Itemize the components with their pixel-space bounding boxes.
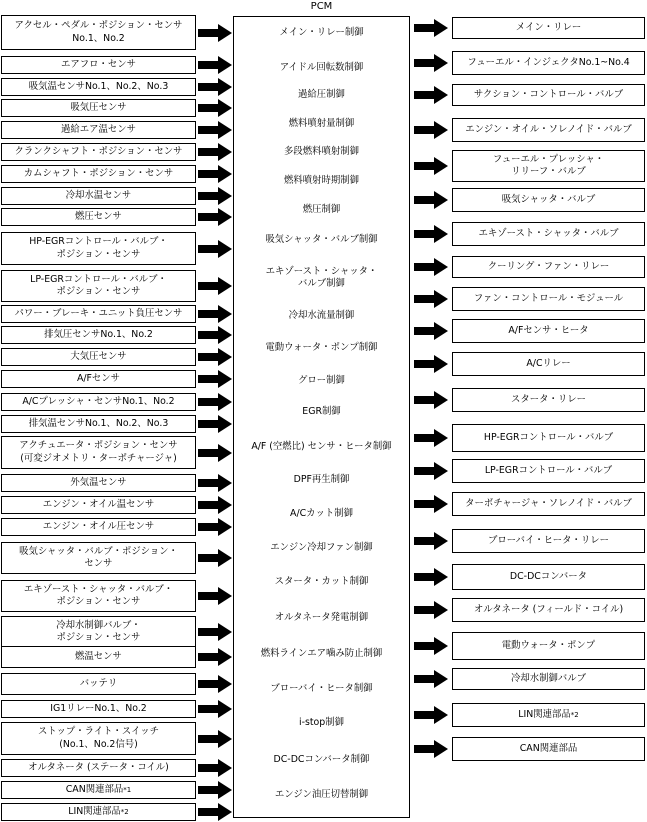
- input-sensor-26-label: バッテリ: [79, 677, 118, 689]
- input-sensor-18: [1, 436, 196, 469]
- input-sensor-19: [1, 474, 196, 492]
- input-sensor-24-label: 冷却水制御バルブ・ ポジション・センサ: [56, 619, 141, 643]
- input-sensor-20: [1, 496, 196, 514]
- output-arrow-21: [414, 706, 448, 724]
- output-actuator-18: [452, 598, 645, 622]
- input-arrow-18: [198, 444, 232, 462]
- pcm-title: PCM: [310, 1, 333, 12]
- input-arrow-5: [198, 121, 232, 139]
- pcm-function-21: ブローバイ・ヒータ制御: [270, 682, 373, 694]
- input-sensor-21: [1, 518, 196, 536]
- pcm-function-6: 燃料噴射時期制御: [283, 174, 359, 186]
- output-actuator-16: [452, 529, 645, 553]
- input-sensor-19-label: 外気温センサ: [70, 476, 127, 488]
- input-sensor-3-label: 吸気温センサNo.1、No.2、No.3: [28, 80, 169, 92]
- output-arrow-17: [414, 568, 448, 586]
- output-actuator-22-label: CAN関連部品: [519, 742, 578, 754]
- output-arrow-1: [414, 19, 448, 37]
- input-sensor-13-label: 排気圧センサNo.1、No.2: [44, 328, 153, 340]
- input-arrow-15: [198, 370, 232, 388]
- output-actuator-17-label: DC-DCコンバータ: [509, 570, 588, 582]
- input-arrow-1: [198, 24, 232, 42]
- input-arrow-31: [198, 803, 232, 821]
- output-actuator-3-label: サクション・コントロール・バルブ: [473, 88, 624, 100]
- input-arrow-30: [198, 781, 232, 799]
- output-actuator-10: [452, 319, 645, 343]
- input-sensor-31-label: LIN関連部品: [68, 805, 121, 817]
- pcm-function-11: 電動ウォータ・ポンプ制御: [265, 341, 378, 353]
- input-sensor-27-label: IG1リレーNo.1、No.2: [50, 702, 147, 714]
- input-arrow-22: [198, 549, 232, 567]
- output-actuator-11-label: A/Cリレー: [526, 357, 571, 369]
- input-arrow-23: [198, 587, 232, 605]
- output-arrow-3: [414, 86, 448, 104]
- output-arrow-8: [414, 258, 448, 276]
- output-actuator-6: [452, 188, 645, 212]
- output-arrow-22: [414, 740, 448, 758]
- output-actuator-14-label: LP-EGRコントロール・バルブ: [484, 464, 613, 476]
- input-arrow-13: [198, 326, 232, 344]
- output-actuator-3: [452, 84, 645, 106]
- output-actuator-17: [452, 564, 645, 590]
- input-sensor-24: [1, 616, 196, 648]
- pcm-function-15: DPF再生制御: [293, 473, 350, 485]
- input-arrow-29: [198, 759, 232, 777]
- input-arrow-25: [198, 648, 232, 666]
- pcm-function-19: オルタネータ発電制御: [274, 611, 369, 623]
- output-actuator-11: [452, 352, 645, 376]
- pcm-function-5: 多段燃料噴射制御: [283, 145, 359, 157]
- output-arrow-10: [414, 322, 448, 340]
- output-arrow-15: [414, 495, 448, 513]
- input-sensor-11: [1, 270, 196, 302]
- pcm-function-10: 冷却水流量制御: [288, 309, 355, 321]
- output-arrow-11: [414, 355, 448, 373]
- output-actuator-1: [452, 17, 645, 39]
- input-sensor-4-label: 吸気圧センサ: [70, 101, 127, 113]
- input-sensor-16-label: A/Cプレッシャ・センサNo.1、No.2: [22, 395, 175, 407]
- input-sensor-12-label: パワー・ブレーキ・ユニット負圧センサ: [14, 307, 183, 319]
- output-actuator-7-label: エキゾースト・シャッタ・バルブ: [478, 227, 619, 239]
- output-actuator-13-label: HP-EGRコントロール・バルブ: [483, 431, 614, 443]
- input-sensor-22-label: 吸気シャッタ・バルブ・ポジション・ センサ: [19, 545, 178, 569]
- output-arrow-2: [414, 54, 448, 72]
- output-actuator-4-label: エンジン・オイル・ソレノイド・バルブ: [465, 123, 632, 135]
- output-arrow-13: [414, 429, 448, 447]
- output-actuator-21: LIN関連部品 *2: [452, 703, 645, 727]
- input-sensor-26: [1, 673, 196, 695]
- pcm-function-23: DC-DCコンバータ制御: [273, 753, 370, 765]
- output-actuator-12: [452, 388, 645, 412]
- input-arrow-24: [198, 623, 232, 641]
- output-actuator-4: [452, 118, 645, 142]
- input-sensor-10-label: HP-EGRコントロール・バルブ・ ポジション・センサ: [29, 236, 168, 260]
- output-actuator-8-label: クーリング・ファン・リレー: [487, 260, 610, 272]
- input-sensor-13: [1, 326, 196, 344]
- input-sensor-28-label: ストップ・ライト・スイッチ (No.1、No.2信号): [38, 726, 159, 750]
- output-arrow-19: [414, 637, 448, 655]
- input-sensor-22: [1, 542, 196, 574]
- input-sensor-2: [1, 56, 196, 74]
- pcm-function-17: エンジン冷却ファン制御: [270, 541, 373, 553]
- output-actuator-10-label: A/Fセンサ・ヒータ: [508, 324, 589, 336]
- output-actuator-1-label: メイン・リレー: [515, 21, 582, 33]
- output-arrow-9: [414, 290, 448, 308]
- input-sensor-15: [1, 370, 196, 388]
- input-arrow-3: [198, 78, 232, 96]
- input-sensor-8: [1, 187, 196, 205]
- input-arrow-12: [198, 305, 232, 323]
- output-arrow-18: [414, 601, 448, 619]
- output-actuator-20: [452, 668, 645, 690]
- input-arrow-16: [198, 393, 232, 411]
- output-arrow-20: [414, 670, 448, 688]
- pcm-function-20: 燃料ラインエア噛み防止制御: [260, 647, 383, 659]
- input-sensor-5: [1, 121, 196, 139]
- output-arrow-7: [414, 225, 448, 243]
- input-sensor-29: [1, 759, 196, 777]
- input-sensor-16: [1, 393, 196, 411]
- pcm-function-12: グロー制御: [298, 374, 345, 386]
- pcm-function-8: 吸気シャッタ・バルブ制御: [265, 233, 378, 245]
- input-sensor-1: [1, 15, 196, 50]
- input-sensor-20-label: エンジン・オイル温センサ: [42, 498, 155, 510]
- input-arrow-11: [198, 277, 232, 295]
- input-sensor-25-label: 燃温センサ: [75, 650, 122, 662]
- pcm-function-4: 燃料噴射量制御: [288, 117, 355, 129]
- input-arrow-28: [198, 730, 232, 748]
- pcm-function-7: 燃圧制御: [302, 203, 341, 215]
- pcm-function-9: エキゾースト・シャッタ・ バルブ制御: [265, 265, 378, 289]
- input-sensor-28: [1, 722, 196, 755]
- output-actuator-19: [452, 632, 645, 660]
- output-actuator-16-label: ブローバイ・ヒータ・リレー: [487, 534, 610, 546]
- output-arrow-6: [414, 191, 448, 209]
- input-arrow-8: [198, 187, 232, 205]
- input-arrow-21: [198, 518, 232, 536]
- output-actuator-22: [452, 737, 645, 761]
- output-arrow-12: [414, 391, 448, 409]
- pcm-function-22: i-stop制御: [299, 716, 344, 728]
- pcm-function-3: 過給圧制御: [298, 88, 345, 100]
- input-sensor-14: [1, 348, 196, 366]
- output-actuator-2: [452, 51, 645, 75]
- pcm-function-14: A/F (空燃比) センサ・ヒータ制御: [251, 440, 392, 452]
- input-sensor-25: [1, 646, 196, 668]
- input-sensor-29-label: オルタネータ (ステータ・コイル): [28, 761, 169, 773]
- input-sensor-2-label: エアフロ・センサ: [60, 58, 136, 70]
- pcm-function-16: A/Cカット制御: [290, 507, 353, 519]
- pcm-function-1: メイン・リレー制御: [279, 26, 364, 38]
- output-actuator-7: [452, 222, 645, 246]
- output-actuator-14: [452, 459, 645, 483]
- input-sensor-6: [1, 143, 196, 161]
- input-arrow-9: [198, 208, 232, 226]
- input-sensor-30-label: CAN関連部品: [65, 783, 124, 795]
- input-sensor-27: [1, 700, 196, 718]
- input-arrow-27: [198, 700, 232, 718]
- input-sensor-23-label: エキゾースト・シャッタ・バルブ・ ポジション・センサ: [23, 583, 174, 607]
- pcm-function-18: スタータ・カット制御: [274, 575, 369, 587]
- input-sensor-15-label: A/Fセンサ: [76, 372, 121, 384]
- output-actuator-21-label: LIN関連部品: [518, 708, 571, 720]
- output-actuator-9: [452, 287, 645, 311]
- output-actuator-5-label: フューエル・プレッシャ・ リリーフ・バルブ: [492, 153, 605, 177]
- pcm-function-2: アイドル回転数制御: [279, 61, 364, 73]
- output-arrow-14: [414, 462, 448, 480]
- output-arrow-5: [414, 157, 448, 175]
- output-actuator-6-label: 吸気シャッタ・バルブ: [501, 193, 596, 205]
- output-actuator-19-label: 電動ウォータ・ポンプ: [501, 639, 596, 651]
- input-arrow-6: [198, 143, 232, 161]
- input-sensor-9: [1, 208, 196, 226]
- output-actuator-2-label: フューエル・インジェクタNo.1~No.4: [467, 56, 630, 68]
- output-actuator-13: [452, 424, 645, 452]
- input-arrow-2: [198, 56, 232, 74]
- input-sensor-11-label: LP-EGRコントロール・バルブ・ ポジション・センサ: [30, 273, 167, 297]
- input-arrow-10: [198, 240, 232, 258]
- input-sensor-4: [1, 99, 196, 117]
- input-arrow-7: [198, 165, 232, 183]
- output-arrow-16: [414, 532, 448, 550]
- output-actuator-12-label: スタータ・リレー: [510, 393, 586, 405]
- input-sensor-5-label: 過給エア温センサ: [60, 123, 136, 135]
- input-sensor-31: LIN関連部品 *2: [1, 803, 196, 821]
- input-sensor-18-label: アクチュエータ・ポジション・センサ (可変ジオメトリ・ターボチャージャ): [19, 440, 178, 464]
- input-sensor-10: [1, 232, 196, 265]
- input-arrow-17: [198, 415, 232, 433]
- input-sensor-12: [1, 305, 196, 323]
- input-sensor-17: [1, 415, 196, 433]
- output-actuator-5: [452, 150, 645, 182]
- output-actuator-15: [452, 492, 645, 516]
- output-actuator-8: [452, 256, 645, 278]
- input-sensor-3: [1, 78, 196, 96]
- input-sensor-7-label: カムシャフト・ポジション・センサ: [23, 167, 174, 179]
- input-arrow-26: [198, 675, 232, 693]
- input-arrow-19: [198, 474, 232, 492]
- input-arrow-4: [198, 99, 232, 117]
- input-sensor-30: CAN関連部品 *1: [1, 781, 196, 799]
- input-sensor-23: [1, 580, 196, 612]
- input-arrow-20: [198, 496, 232, 514]
- output-actuator-18-label: オルタネータ (フィールド・コイル): [473, 603, 624, 615]
- pcm-function-24: エンジン油圧切替制御: [274, 788, 369, 800]
- input-sensor-21-label: エンジン・オイル圧センサ: [42, 520, 155, 532]
- input-sensor-6-label: クランクシャフト・ポジション・センサ: [14, 145, 183, 157]
- output-actuator-20-label: 冷却水制御バルブ: [510, 672, 586, 684]
- input-sensor-8-label: 冷却水温センサ: [65, 189, 132, 201]
- output-arrow-4: [414, 121, 448, 139]
- input-sensor-1-label: アクセル・ペダル・ポジション・センサ No.1、No.2: [14, 20, 183, 44]
- input-sensor-7: [1, 165, 196, 183]
- input-sensor-14-label: 大気圧センサ: [70, 350, 127, 362]
- input-sensor-17-label: 排気温センサNo.1、No.2、No.3: [28, 417, 169, 429]
- input-sensor-9-label: 燃圧センサ: [75, 210, 122, 222]
- pcm-function-13: EGR制御: [302, 405, 341, 417]
- output-actuator-9-label: ファン・コントロール・モジュール: [473, 292, 624, 304]
- input-arrow-14: [198, 348, 232, 366]
- output-actuator-15-label: ターボチャージャ・ソレノイド・バルブ: [465, 497, 632, 509]
